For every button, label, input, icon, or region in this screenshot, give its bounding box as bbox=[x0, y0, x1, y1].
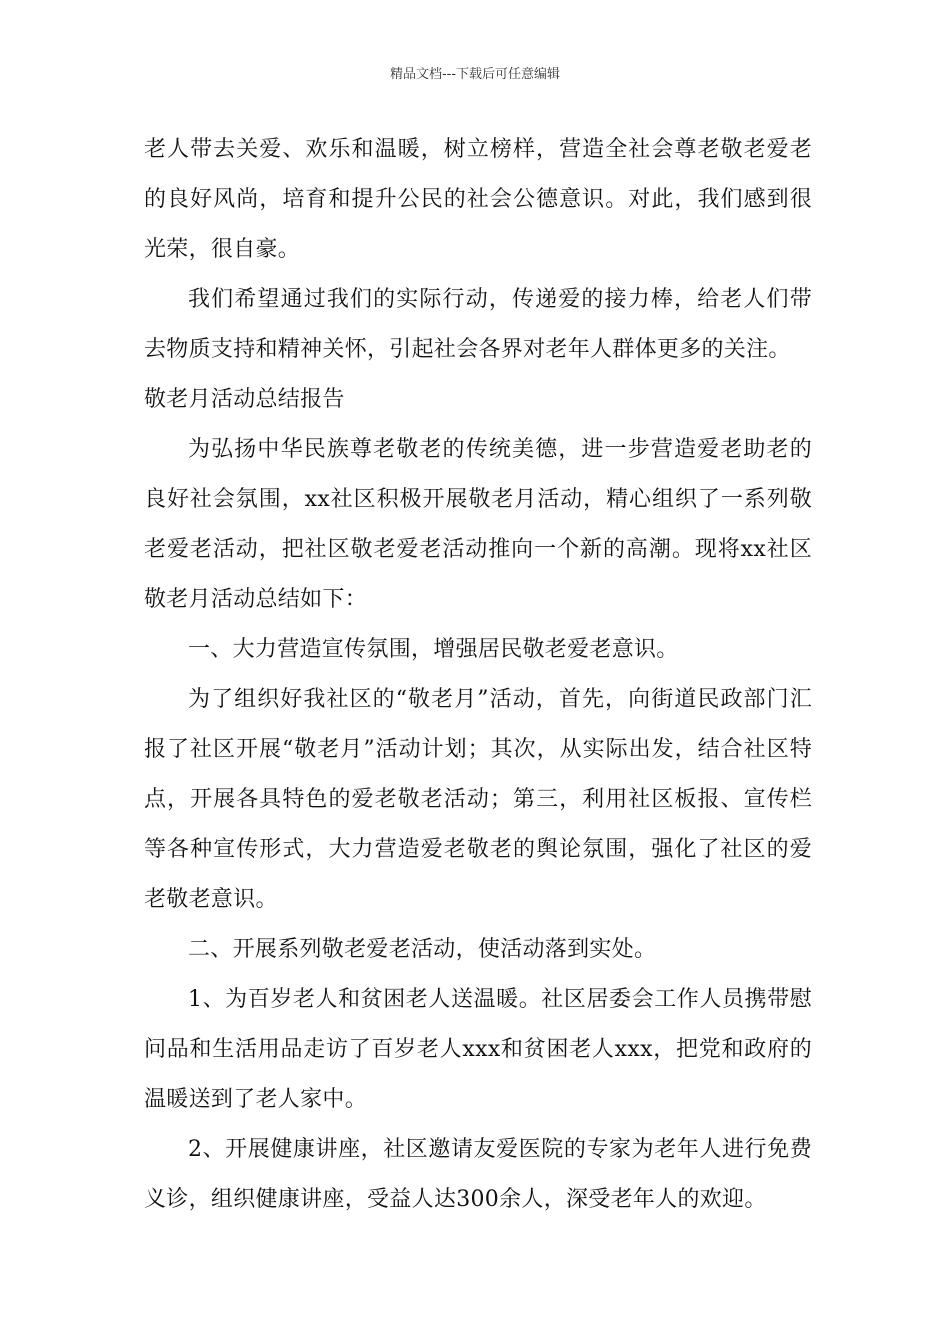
paragraph-1: 老人带去关爱、欢乐和温暖，树立榜样，营造全社会尊老敬老爱老的良好风尚，培育和提升公民的社会公德意识。对此，我们感到很光荣，很自豪。 bbox=[144, 137, 812, 262]
paragraph-4: 为了组织好我社区的“敬老月”活动，首先，向街道民政部门汇报了社区开展“敬老月”活动计划；其次，从实际出发，结合社区特点，开展各具特色的爱老敬老活动；第三，利用社区板报、宣传栏等各种宣传形式，大力营造爱老敬老的舆论氛围，强化了社区的爱老敬老意识。 bbox=[144, 687, 812, 912]
heading-two: 二、开展系列敬老爱老活动，使活动落到实处。 bbox=[188, 937, 657, 962]
paragraph-3: 为弘扬中华民族尊老敬老的传统美德，进一步营造爱老助老的良好社会氛围，xx社区积极开展敬老月活动，精心组织了一系列敬老爱老活动，把社区敬老爱老活动推向一个新的高潮。现将xx社区敬老月活动总结如下： bbox=[144, 437, 812, 612]
document-body bbox=[144, 125, 812, 1225]
page-header: 精品文档---下载后可任意编辑 bbox=[389, 67, 561, 82]
paragraph-6: 2、开展健康讲座，社区邀请友爱医院的专家为老年人进行免费义诊，组织健康讲座，受益人达300余人，深受老年人的欢迎。 bbox=[144, 1137, 812, 1212]
section-title: 敬老月活动总结报告 bbox=[144, 387, 345, 412]
paragraph-2: 我们希望通过我们的实际行动，传递爱的接力棒，给老人们带去物质支持和精神关怀，引起社会各界对老年人群体更多的关注。 bbox=[144, 287, 812, 362]
heading-one: 一、大力营造宣传氛围，增强居民敬老爱老意识。 bbox=[188, 637, 679, 662]
paragraph-5: 1、为百岁老人和贫困老人送温暖。社区居委会工作人员携带慰问品和生活用品走访了百岁老人xxx和贫困老人xxx，把党和政府的温暖送到了老人家中。 bbox=[144, 987, 812, 1112]
